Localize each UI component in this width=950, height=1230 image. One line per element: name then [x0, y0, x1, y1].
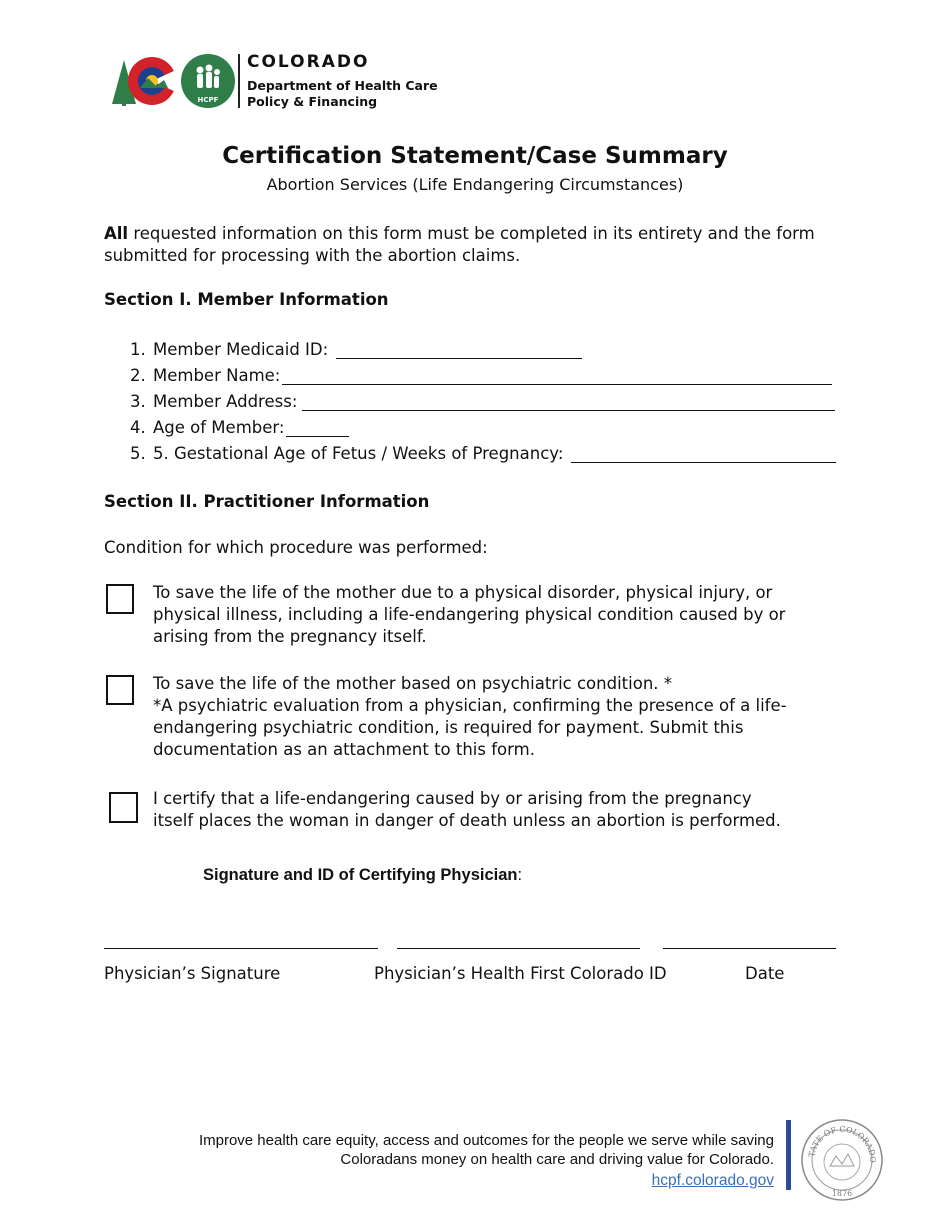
state-seal	[800, 1118, 884, 1202]
option2-line2: *A psychiatric evaluation from a physician, confirming the presence of a life-	[153, 696, 787, 715]
member-medicaid-id-label: Member Medicaid ID:	[153, 340, 329, 359]
physical-condition-checkbox[interactable]	[106, 584, 134, 614]
section2-heading: Section II. Practitioner Information	[104, 492, 430, 511]
physician-id-line[interactable]	[397, 948, 640, 949]
psychiatric-condition-checkbox[interactable]	[106, 675, 134, 705]
gestational-age-field[interactable]	[571, 462, 836, 463]
logo-state-name: COLORADO	[247, 52, 370, 72]
certify-checkbox[interactable]	[109, 792, 138, 823]
physician-signature-line[interactable]	[104, 948, 378, 949]
intro-bold: All	[104, 224, 129, 243]
option1-line2: physical illness, including a life-endangering physical condition caused by or	[153, 605, 786, 624]
signature-heading	[203, 866, 522, 885]
member-name-field[interactable]	[282, 384, 832, 385]
logo-dept-line1: Department of Health Care	[247, 78, 438, 93]
physician-signature-label: Physician’s Signature	[104, 964, 281, 983]
logo-dept-line2: Policy & Financing	[247, 94, 378, 109]
logo-department	[247, 78, 438, 110]
logo-divider	[238, 54, 240, 108]
physician-id-label: Physician’s Health First Colorado ID	[374, 964, 667, 983]
item1-num: 1.	[130, 340, 146, 359]
footer-line1: Improve health care equity, access and outcomes for the people we serve while saving	[198, 1132, 774, 1149]
member-medicaid-id-field[interactable]	[336, 358, 582, 359]
member-address-field[interactable]	[302, 410, 835, 411]
svg-text:STATE OF COLORADO: TATE OF COLORADO	[807, 1124, 878, 1163]
footer-line2: Coloradans money on health care and driving value for Colorado.	[340, 1151, 774, 1168]
date-label: Date	[745, 964, 785, 983]
certify-text	[153, 788, 853, 832]
option1-line1: To save the life of the mother due to a physical disorder, physical injury, or	[153, 583, 773, 602]
colorado-logo-icon	[110, 52, 235, 110]
physical-condition-text	[153, 582, 853, 648]
condition-label: Condition for which procedure was performed:	[104, 538, 488, 557]
item5-num: 5.	[130, 444, 146, 463]
signature-heading-text: Signature and ID of Certifying Physician	[203, 866, 518, 884]
item2-num: 2.	[130, 366, 146, 385]
footer-link-wrap	[652, 1170, 774, 1190]
option1-line3: arising from the pregnancy itself.	[153, 627, 427, 646]
item4-num: 4.	[130, 418, 146, 437]
hcpf-website-link[interactable]: hcpf.colorado.gov	[651, 1172, 774, 1189]
colorado-logo	[110, 52, 235, 110]
footer-mission	[199, 1131, 774, 1169]
member-address-label: Member Address:	[153, 392, 298, 411]
member-name-label: Member Name:	[153, 366, 281, 385]
psychiatric-condition-text	[153, 673, 853, 761]
state-seal-icon	[800, 1118, 884, 1202]
svg-text:HCPF: HCPF	[197, 96, 219, 104]
svg-text:1876: 1876	[831, 1189, 853, 1198]
signature-heading-suffix: :	[517, 866, 523, 884]
option2-line1: To save the life of the mother based on psychiatric condition. *	[153, 674, 673, 693]
page-subtitle: Abortion Services (Life Endangering Circumstances)	[266, 175, 684, 194]
page-title: Certification Statement/Case Summary	[222, 143, 728, 169]
footer-accent-bar	[786, 1120, 791, 1190]
intro-paragraph	[104, 223, 844, 267]
option3-line2: itself places the woman in danger of death unless an abortion is performed.	[153, 811, 781, 830]
option2-line4: documentation as an attachment to this form.	[153, 740, 535, 759]
gestational-age-label: 5. Gestational Age of Fetus / Weeks of Pregnancy:	[153, 444, 564, 463]
age-of-member-label: Age of Member:	[153, 418, 285, 437]
item3-num: 3.	[130, 392, 146, 411]
date-line[interactable]	[663, 948, 836, 949]
intro-rest: requested information on this form must be completed in its entirety and the form submitted for processing with the abortion claims.	[104, 224, 815, 265]
option3-line1: I certify that a life-endangering caused by or arising from the pregnancy	[153, 789, 752, 808]
age-of-member-field[interactable]	[286, 436, 349, 437]
option2-line3: endangering psychiatric condition, is required for payment. Submit this	[153, 718, 744, 737]
section1-heading: Section I. Member Information	[104, 290, 389, 309]
